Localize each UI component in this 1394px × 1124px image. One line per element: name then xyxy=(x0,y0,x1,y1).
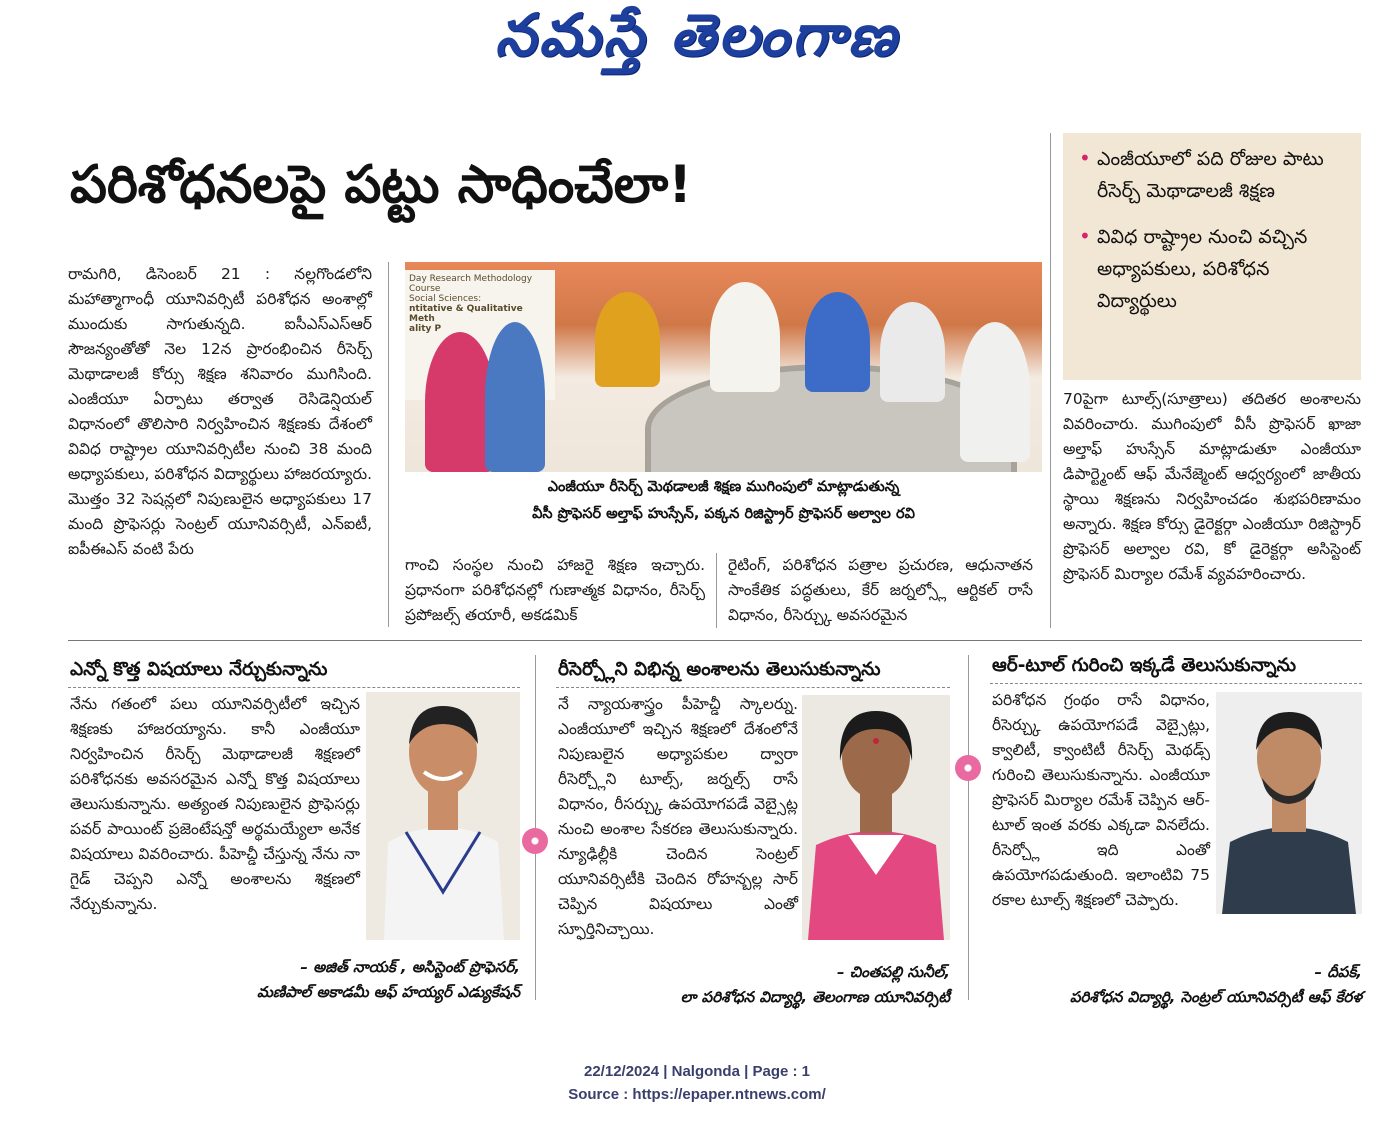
banner-line: Day Research Methodology Course xyxy=(409,274,533,294)
flower-ornament-icon xyxy=(522,828,548,854)
bullet-icon: • xyxy=(1079,146,1091,170)
caption-line: వీసీ ప్రొఫెసర్ అల్తాఫ్ హుస్సేన్, పక్కన రిజిస్ట్రార్ ప్రొఫెసర్ అల్వాల రవి xyxy=(532,506,915,522)
footer-source: Source : https://epaper.ntnews.com/ xyxy=(568,1086,826,1103)
footer-date-edition: 22/12/2024 | Nalgonda | Page : 1 xyxy=(584,1063,810,1080)
person-figure xyxy=(485,322,545,472)
headline: పరిశోధనలపై పట్టు సాధించేలా! xyxy=(70,155,692,215)
testimonial-byline xyxy=(560,960,950,1010)
masthead-logo: నమస్తే తెలంగాణ xyxy=(495,0,899,69)
heading-underline xyxy=(556,687,950,688)
banner-line: Social Sciences: xyxy=(409,294,482,304)
testimonial-byline xyxy=(120,955,520,1005)
event-photo xyxy=(405,262,1042,472)
section-divider xyxy=(68,640,1362,641)
testimonial-text: నేను గతంలో పలు యూనివర్సిటీలో ఇచ్చిన శిక్షణకు హాజరయ్యాను. కానీ ఎంజీయూ నిర్వహించిన రీసెర్చ్ మెథాడాలజీ శిక్షణలో పరిశోధనకు అవసరమైన ఎన్నో కొత్త విషయాలు తెలుసుకున్నాను. అత్యంత నిపుణులైన ప్రొఫెసర్లు పవర్ పాయింట్ ప్రజెంటేషన్తో అర్థమయ్యేలా అనేక విషయాలు వివరించారు. పీహెచ్డీ చేస్తున్న నేను నా గైడ్ చెప్పని ఎన్నో అంశాలను శిక్షణలో నేర్చుకున్నాను. xyxy=(70,695,360,913)
byline-line: – చింతపల్లి సునీల్, xyxy=(837,963,950,981)
article-text: రైటింగ్, పరిశోధన పత్రాల ప్రచురణ, ఆధునాతన సాంకేతిక పద్ధతులు, కేర్ జర్నల్స్లో ఆర్టికల్ రాసే విధానం, రీసెర్చ్కు అవసరమైన xyxy=(728,556,1033,624)
article-text: 70పైగా టూల్స్(సూత్రాలు) తదితర అంశాలను వివరించారు. ముగింపులో వీసీ ప్రొఫెసర్ ఖాజా అల్తాఫ్ హుస్సేన్ మాట్లాడుతూ ఎంజీయూ డిపార్ట్మెంట్ ఆఫ్ మేనేజ్మెంట్ ఆధ్వర్యంలో జాతీయ స్థాయి శిక్షణను నిర్వహించడం శుభపరిణామం అన్నారు. శిక్షణ కోర్సు డైరెక్టర్గా ఎంజీయూ రిజిస్ట్రార్ ప్రొఫెసర్ అల్వాల రవి, కో డైరెక్టర్గా అసిస్టెంట్ ప్రొఫెసర్ మిర్యాల రమేశ్ వ్యవహరించారు. xyxy=(1063,390,1361,583)
portrait-illustration xyxy=(802,695,950,940)
byline-line: – దీపక్, xyxy=(1314,963,1362,981)
bullet-icon: • xyxy=(1079,224,1091,248)
person-figure xyxy=(805,292,870,392)
testimonial-body xyxy=(558,692,798,942)
highlight-text: వివిధ రాష్ట్రాల నుంచి వచ్చిన అధ్యాపకులు, పరిశోధన విద్యార్థులు xyxy=(1097,226,1308,312)
portrait-photo xyxy=(802,695,950,940)
heading-underline xyxy=(68,687,520,688)
testimonial-body xyxy=(70,692,360,917)
article-column-4 xyxy=(1063,387,1361,587)
photo-caption xyxy=(405,474,1042,530)
person-figure xyxy=(880,302,945,402)
person-figure xyxy=(595,292,660,387)
column-divider xyxy=(388,262,389,627)
page-footer xyxy=(0,1060,1394,1106)
highlight-text: ఎంజీయూలో పది రోజుల పాటు రీసెర్చ్ మెథాడాలజీ శిక్షణ xyxy=(1097,148,1324,202)
testimonial-heading: ఆర్-టూల్ గురించి ఇక్కడే తెలుసుకున్నాను xyxy=(992,655,1296,676)
byline-line: – అజిత్ నాయక్ , అసిస్టెంట్ ప్రొఫెసర్, xyxy=(300,958,520,976)
article-intro-column xyxy=(68,262,372,562)
article-column-3 xyxy=(728,553,1033,628)
testimonial-body xyxy=(992,688,1210,913)
highlights-box xyxy=(1063,133,1361,380)
person-figure xyxy=(710,282,780,392)
portrait-illustration xyxy=(366,692,520,940)
testimonial-text: నే న్యాయశాస్త్రం పీహెచ్డీ స్కాలర్ను. ఎంజీయూలో ఇచ్చిన శిక్షణలో దేశంలోనే నిపుణులైన అధ్యాపకుల ద్వారా రీసెర్చ్లోని టూల్స్, జర్నల్స్ రాసే విధానం, రీసర్చ్కు ఉపయోగపడే వెబ్సైట్ల నుంచి అంశాల సేకరణ తెలుసుకున్నారు. న్యూఢిల్లీకి చెందిన సెంట్రల్ యూనివర్సిటీకి చెందిన రోహన్బల్ల సార్ చెప్పిన విషయాలు ఎంతో స్ఫూర్తినిచ్చాయి. xyxy=(558,695,798,938)
testimonial-byline xyxy=(990,960,1362,1010)
banner-line: ality P xyxy=(409,324,442,334)
testimonial-heading: రీసెర్చ్లోని విభిన్న అంశాలను తెలుసుకున్నాను xyxy=(558,659,881,680)
column-divider xyxy=(716,553,717,628)
byline-line: పరిశోధన విద్యార్థి, సెంట్రల్ యూనివర్సిటీ ఆఫ్ కేరళ xyxy=(1069,988,1362,1006)
article-column-2 xyxy=(405,553,705,628)
column-divider xyxy=(968,655,969,1000)
highlight-item xyxy=(1079,221,1347,317)
byline-line: లా పరిశోధన విద్యార్థి, తెలంగాణ యూనివర్సిటీ xyxy=(680,988,950,1006)
caption-line: ఎంజీయూ రీసెర్చ్ మెథడాలజీ శిక్షణ ముగింపులో మాట్లాడుతున్న xyxy=(547,479,900,495)
banner-line: ntitative & Qualitative Meth xyxy=(409,304,523,324)
byline-line: మణిపాల్ అకాడమీ ఆఫ్ హయ్యర్ ఎడ్యుకేషన్ xyxy=(257,983,520,1001)
heading-underline xyxy=(990,683,1362,684)
portrait-illustration xyxy=(1216,692,1362,914)
flower-ornament-icon xyxy=(955,755,981,781)
person-figure xyxy=(960,322,1030,462)
testimonial-heading: ఎన్నో కొత్త విషయాలు నేర్చుకున్నాను xyxy=(70,659,328,680)
portrait-photo xyxy=(366,692,520,940)
article-text: గాంచి సంస్థల నుంచి హాజరై శిక్షణ ఇచ్చారు. ప్రధానంగా పరిశోధనల్లో గుణాత్మక విధానం, రీసెర్చ్ ప్రపోజల్స్ తయారీ, అకడమిక్ xyxy=(405,556,705,624)
testimonial-text: పరిశోధన గ్రంథం రాసే విధానం, రీసెర్చ్కు ఉపయోగపడే వెబ్సైట్లు, క్వాలిటీ, క్వాంటిటీ రీసెర్చ్ మెథడ్స్ గురించి తెలుసుకున్నాను. ఎంజీయూ ప్రొఫెసర్ మిర్యాల రమేశ్ చెప్పిన ఆర్-టూల్ ఇంత వరకు ఎక్కడా వినలేదు. రీసెర్చ్లో ఇది ఎంతో ఉపయోగపడుతుంది. ఇలాంటివి 75 రకాల టూల్స్ శిక్షణలో చెప్పారు. xyxy=(992,691,1210,909)
article-intro-text: రామగిరి, డిసెంబర్ 21 : నల్లగొండలోని మహాత్మాగాంధీ యూనివర్సిటీ పరిశోధన అంశాల్లో ముందుకు సాగుతున్నది. ఐసీఎస్ఎస్ఆర్ సౌజన్యంతోతో నెల 12న ప్రారంభించిన రీసెర్చ్ మెథాడాలజీ కోర్సు శిక్షణ శనివారం ముగిసింది. ఎంజీయూ ఏర్పాటు తర్వాత రెసిడెన్షియల్ విధానంలో తొలిసారి నిర్వహించిన శిక్షణకు దేశంలో వివిధ రాష్ట్రాల యూనివర్సిటీల నుంచి 38 మంది అధ్యాపకులు, పరిశోధన విద్యార్థులు హాజరయ్యారు. మొత్తం 32 సెషన్లలో నిపుణులైన అధ్యాపకులు 17 మంది ప్రొఫెసర్లు సెంట్రల్ యూనివర్సిటీ, ఎన్ఐటీ, ఐపీఈఎస్ వంటి పేరు xyxy=(68,265,372,558)
portrait-photo xyxy=(1216,692,1362,914)
column-divider xyxy=(1050,133,1051,628)
masthead xyxy=(0,0,1394,84)
highlight-item xyxy=(1079,143,1347,207)
